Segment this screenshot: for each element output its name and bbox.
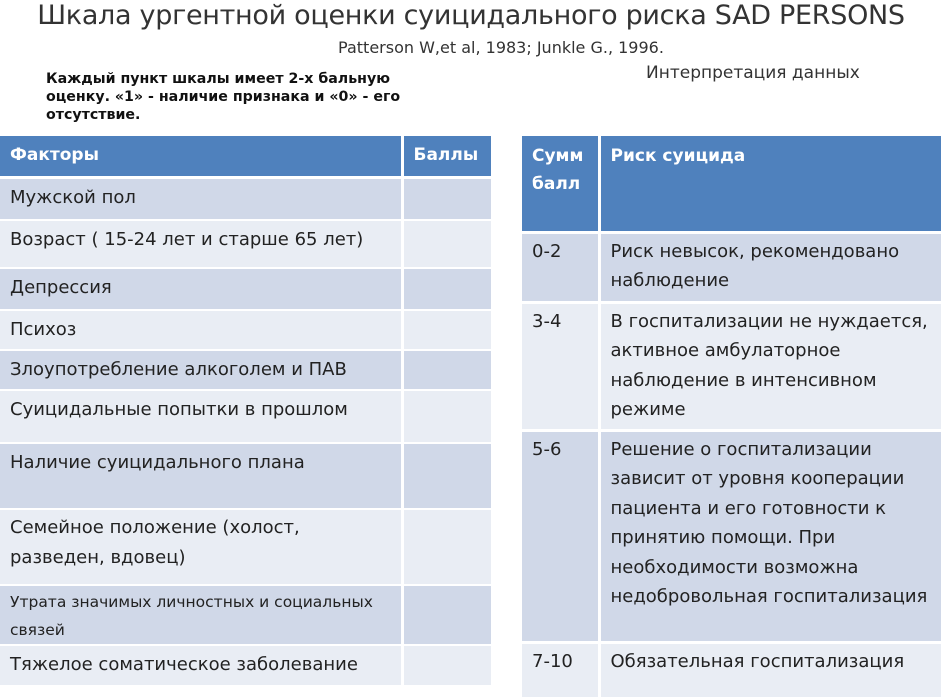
points-cell bbox=[402, 509, 492, 585]
risk-cell: Решение о госпитализации зависит от уровня кооперации пациента и его готовности к принятию помощи. При необходимости возможна недобровольная госпитализация bbox=[599, 430, 942, 642]
risk-header-row bbox=[522, 136, 942, 232]
table-row bbox=[522, 430, 942, 642]
table-row bbox=[0, 268, 492, 310]
table-row bbox=[0, 443, 492, 509]
risk-cell: В госпитализации не нуждается, активное амбулаторное наблюдение в интенсивном режиме bbox=[599, 302, 942, 430]
risk-cell: Обязательная госпитализация bbox=[599, 642, 942, 698]
factor-cell: Суицидальные попытки в прошлом bbox=[0, 390, 402, 443]
risk-column-header: Риск суицида bbox=[599, 136, 942, 232]
table-row bbox=[0, 585, 492, 645]
points-cell bbox=[402, 443, 492, 509]
factor-cell: Тяжелое соматическое заболевание bbox=[0, 645, 402, 686]
sum-cell: 7-10 bbox=[522, 642, 599, 698]
factor-cell: Злоупотребление алкоголем и ПАВ bbox=[0, 350, 402, 390]
table-row bbox=[522, 302, 942, 430]
table-row bbox=[522, 642, 942, 698]
page-subtitle: Patterson W,et al, 1983; Junkle G., 1996. bbox=[338, 38, 664, 57]
sum-cell: 0-2 bbox=[522, 232, 599, 302]
risk-interpretation-table bbox=[522, 136, 942, 700]
risk-cell: Риск невысок, рекомендовано наблюдение bbox=[599, 232, 942, 302]
points-cell bbox=[402, 178, 492, 220]
factor-cell: Семейное положение (холост, разведен, вдовец) bbox=[0, 509, 402, 585]
points-cell bbox=[402, 390, 492, 443]
page-title: Шкала ургентной оценки суицидального риска SAD PERSONS bbox=[37, 0, 905, 31]
points-cell bbox=[402, 350, 492, 390]
points-cell bbox=[402, 585, 492, 645]
factor-cell: Возраст ( 15-24 лет и старше 65 лет) bbox=[0, 220, 402, 268]
factor-cell: Утрата значимых личностных и социальных связей bbox=[0, 585, 402, 645]
factors-header-row bbox=[0, 136, 492, 178]
points-column-header: Баллы bbox=[402, 136, 492, 178]
table-row bbox=[0, 645, 492, 686]
interpretation-label: Интерпретация данных bbox=[646, 63, 860, 83]
table-row bbox=[0, 509, 492, 585]
points-cell bbox=[402, 645, 492, 686]
sum-cell: 3-4 bbox=[522, 302, 599, 430]
factors-table bbox=[0, 136, 494, 687]
table-row bbox=[0, 220, 492, 268]
table-row bbox=[522, 232, 942, 302]
factor-cell: Наличие суицидального плана bbox=[0, 443, 402, 509]
factor-cell: Депрессия bbox=[0, 268, 402, 310]
factor-cell: Мужской пол bbox=[0, 178, 402, 220]
points-cell bbox=[402, 220, 492, 268]
points-cell bbox=[402, 268, 492, 310]
sum-cell: 5-6 bbox=[522, 430, 599, 642]
scoring-note: Каждый пункт шкалы имеет 2-х бальную оценку. «1» - наличие признака и «0» - его отсутствие. bbox=[46, 71, 401, 123]
factor-cell: Психоз bbox=[0, 310, 402, 350]
points-cell bbox=[402, 310, 492, 350]
table-row bbox=[0, 350, 492, 390]
table-row bbox=[0, 390, 492, 443]
table-row bbox=[0, 310, 492, 350]
table-row bbox=[0, 178, 492, 220]
factors-column-header: Факторы bbox=[0, 136, 402, 178]
sum-column-header: Сумм балл bbox=[522, 136, 599, 232]
